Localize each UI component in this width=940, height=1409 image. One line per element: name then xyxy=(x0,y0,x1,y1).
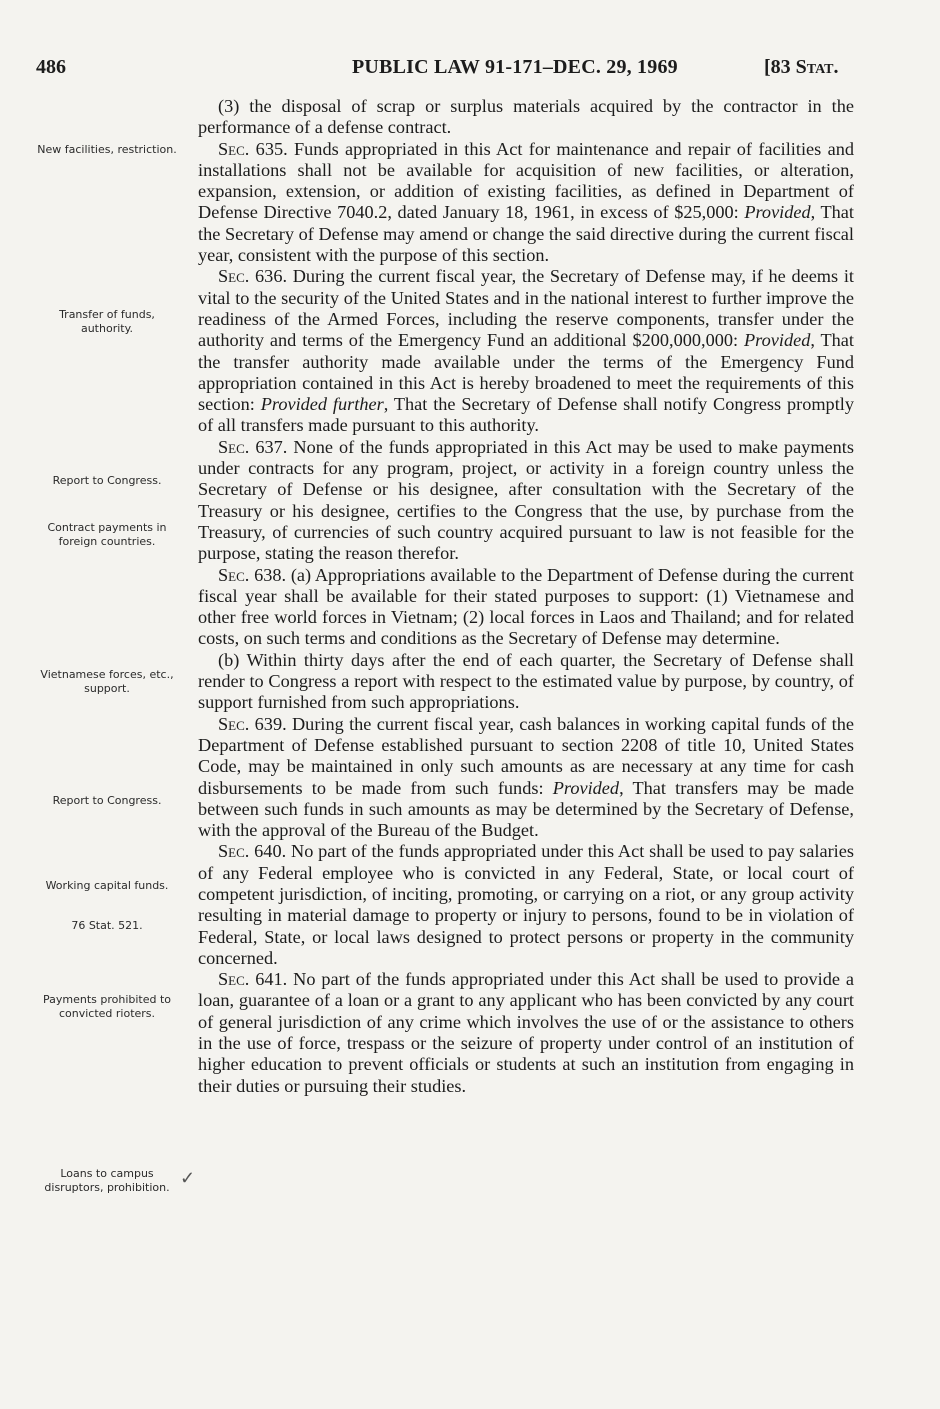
margin-note-new-facilities: New facilities, restriction. xyxy=(37,143,177,156)
volume-word: Stat. xyxy=(795,56,839,78)
paragraph-3: (3) the disposal of scrap or surplus materials acquired by the contractor in the performance of a defense contract. xyxy=(198,96,854,138)
section-label: Sec. 635. xyxy=(218,138,288,159)
section-label: Sec. 640. xyxy=(218,841,287,862)
running-head: PUBLIC LAW 91-171–DEC. 29, 1969 xyxy=(352,56,678,78)
section-label: Sec. 639. xyxy=(218,713,287,734)
section-638b: (b) Within thirty days after the end of each quarter, the Secretary of Defense shall render to Congress a report with respect to the estimated value by purpose, by country, of support furnished from such appropriations. xyxy=(198,649,854,713)
page-number: 486 xyxy=(36,56,66,78)
margin-note-vietnamese-forces: Vietnamese forces, etc., support. xyxy=(40,668,174,695)
section-636: Sec. 636. During the current fiscal year, the Secretary of Defense may, if he deems it vital to the security of the United States and in the national interest to further improve the readiness of the Armed Forces, including the reserve components, transfer under the authority and terms of the Emergency Fund an additional $200,000,000: Provided, That the transfer authority made available under the terms of the Emergency Fund appropriation contained in this Act is hereby broadened to meet the requirements of this section: Provided further, That the Secretary of Defense shall notify Congress promptly of all transfers made pursuant to this authority. xyxy=(198,266,854,436)
margin-note-report-to-congress-2: Report to Congress. xyxy=(52,794,162,807)
section-638a: Sec. 638. (a) Appropriations available to the Department of Defense during the current fiscal year shall be available for their stated purposes to support: (1) Vietnamese and other free world forces in Vietnam; (2) local forces in Laos and Thailand; and for related costs, on such terms and conditions as the Secretary of Defense may determine. xyxy=(198,564,854,649)
margin-note-campus-disruptors: Loans to campus disruptors, prohibition. xyxy=(44,1167,170,1194)
checkmark-icon: ✓ xyxy=(180,1168,196,1188)
section-637: Sec. 637. None of the funds appropriated in this Act may be used to make payments under contracts for any program, project, or activity in a foreign country unless the Secretary of Defense or his designee, after consultation with the Secretary of the Treasury or his designee, certifies to the Congress that the use, by purchase from the Treasury, of currencies of such country acquired pursuant to law is not feasible for the purpose, stating the reason therefor. xyxy=(198,436,854,564)
page-header xyxy=(0,56,940,86)
margin-note-contract-payments: Contract payments in foreign countries. xyxy=(47,521,167,548)
section-label: Sec. 636. xyxy=(218,266,288,287)
section-635: Sec. 635. Funds appropriated in this Act for maintenance and repair of facilities and installations shall not be available for acquisition of new facilities, or alteration, expansion, extension, or addition of existing facilities, as defined in Department of Defense Directive 7040.2, dated January 18, 1961, in excess of $25,000: Provided, That the Secretary of Defense may amend or change the said directive during the current fiscal year, consistent with the purpose of this section. xyxy=(198,138,855,266)
section-640: Sec. 640. No part of the funds appropriated under this Act shall be used to pay salaries of any Federal employee who is convicted in any Federal, State, or local court of competent jurisdiction, of inciting, promoting, or carrying on a riot, or any group activity resulting in material damage to property or injury to persons, found to be in violation of Federal, State, or local laws designed to protect persons or property in the community concerned. xyxy=(198,841,854,968)
margin-note-convicted-rioters: Payments prohibited to convicted rioters. xyxy=(42,993,172,1020)
margin-note-stat-citation: 76 Stat. 521. xyxy=(71,919,143,932)
section-label: Sec. 638. xyxy=(218,564,287,585)
section-641: Sec. 641. No part of the funds appropriated under this Act shall be used to provide a loan, guarantee of a loan or a grant to any applicant who has been convicted by any court of general jurisdiction of any crime which involves the use of or the assistance to others in the use of force, trespass or the seizure of property under control of an institution of higher education to prevent officials or students at such an institution from engaging in their duties or pursuing their studies. xyxy=(198,969,854,1096)
section-639: Sec. 639. During the current fiscal year, cash balances in working capital funds of the Department of Defense established pursuant to section 2208 of title 10, United States Code, may be maintained in only such amounts as are necessary at any time for cash disbursements to be made from such funds: Provided, That transfers may be made between such funds in such amounts as may be determined by the Secretary of Defense, with the approval of the Bureau of the Budget. xyxy=(198,713,854,841)
margin-note-working-capital: Working capital funds. xyxy=(45,879,169,892)
section-label: Sec. 641. xyxy=(218,969,288,990)
volume-citation xyxy=(764,56,839,79)
margin-note-report-to-congress: Report to Congress. xyxy=(52,474,162,487)
section-label: Sec. 637. xyxy=(218,436,288,457)
statute-text xyxy=(198,96,854,1097)
volume-open: [83 xyxy=(764,56,796,78)
margin-note-transfer-of-funds: Transfer of funds, authority. xyxy=(59,308,155,335)
